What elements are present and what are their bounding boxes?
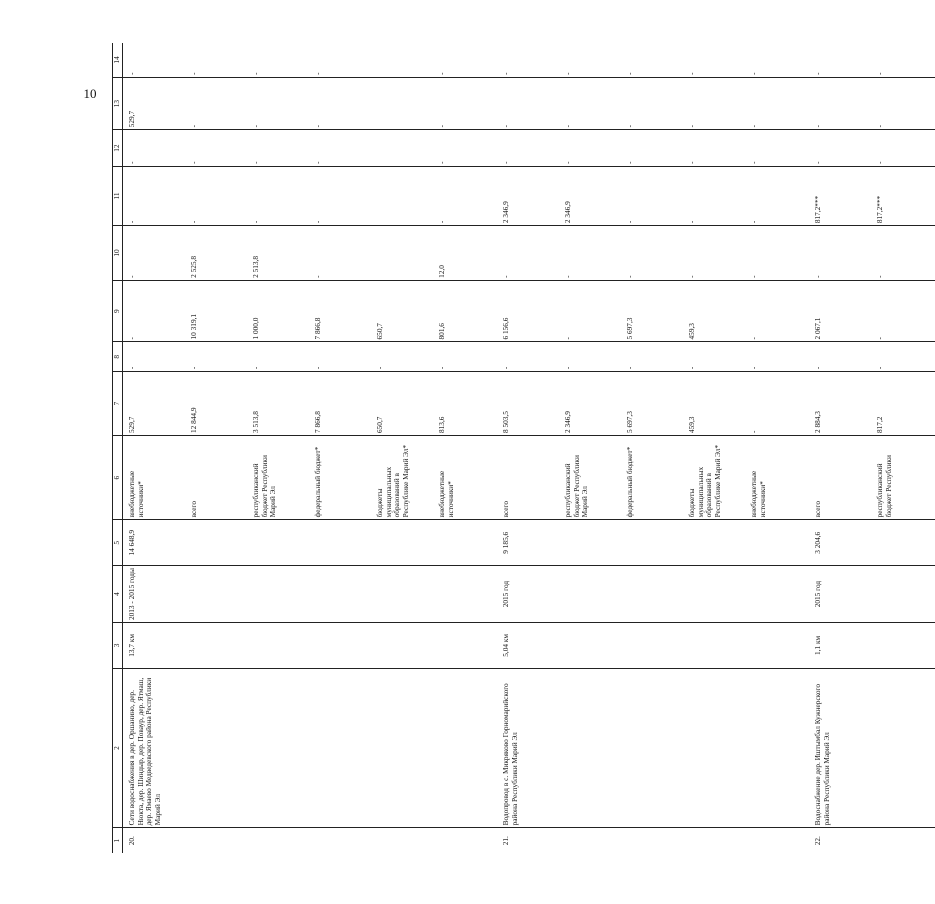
- amount-value: 817,2***: [875, 195, 884, 224]
- col-header: 2: [113, 668, 123, 828]
- amount-value: -: [437, 161, 446, 164]
- rotated-table-container: [112, 43, 893, 853]
- amount-value: -: [127, 72, 136, 75]
- amount-value: 801,6: [437, 323, 446, 340]
- amount-value: 817,2: [875, 416, 884, 433]
- amount-value: -: [625, 161, 634, 164]
- amount-value: -: [813, 161, 822, 164]
- value-cell: [123, 43, 498, 77]
- amount-value: -: [313, 275, 322, 278]
- amount-value: -: [749, 124, 758, 128]
- amount-value: -: [375, 366, 384, 370]
- amount-value: 529,7: [127, 110, 136, 128]
- funding-source-label: республиканский бюджет Республики Марий Эл: [563, 455, 590, 518]
- amount-value: -: [189, 220, 198, 224]
- amount-value: 3 513,8: [251, 411, 260, 433]
- amount-value: 5 697,3: [625, 411, 634, 433]
- amount-value: -: [313, 72, 322, 75]
- col-header: 4: [113, 566, 123, 623]
- amount-value: -: [501, 161, 510, 164]
- amount-value: -: [563, 366, 572, 370]
- amount-value: 2 346,9: [501, 201, 510, 224]
- amount-value: -: [251, 124, 260, 128]
- amount-value: 12,0: [437, 265, 446, 278]
- amount-value: 2 884,3: [813, 411, 822, 433]
- amount-value: -: [251, 366, 260, 370]
- amount-value: 813,6: [437, 416, 446, 433]
- amount-value: 2 067,1: [813, 317, 822, 340]
- col-header: 3: [113, 623, 123, 669]
- row-number: 22.: [813, 836, 822, 846]
- value-cell: [809, 43, 935, 77]
- amount-value: -: [563, 337, 572, 340]
- amount-value: 459,3: [687, 323, 696, 340]
- amount-value: -: [813, 275, 822, 278]
- page-number: 10: [83, 86, 97, 101]
- estimated-cost: 9 185,6: [497, 520, 809, 566]
- value-cell: [809, 372, 935, 436]
- amount-value: 817,2***: [813, 195, 822, 224]
- amount-value: [376, 45, 434, 75]
- amount-value: 2 346,9: [563, 411, 572, 433]
- estimated-cost: 3 204,6: [809, 520, 935, 566]
- amount-value: -: [501, 275, 510, 278]
- amount-value: -: [813, 72, 822, 75]
- amount-value: 5 697,3: [625, 317, 634, 340]
- amount-value: 1 000,0: [251, 317, 260, 340]
- value-cell: [123, 372, 498, 436]
- amount-value: -: [687, 124, 696, 128]
- amount-value: 7 866,8: [313, 317, 322, 340]
- amount-value: -: [127, 366, 136, 370]
- amount-value: -: [749, 430, 758, 433]
- amount-value: -: [625, 72, 634, 75]
- amount-value: -: [501, 366, 510, 370]
- value-cell: [497, 226, 809, 281]
- funding-source-label: внебюджетные источники*: [749, 470, 767, 518]
- amount-value: 650,7: [375, 323, 384, 340]
- amount-value: -: [813, 124, 822, 128]
- amount-value: -: [437, 72, 446, 75]
- amount-value: -: [251, 161, 260, 164]
- value-cell: [497, 130, 809, 167]
- row-number: 20.: [127, 836, 136, 846]
- amount-value: 2 525,8: [189, 255, 198, 278]
- amount-value: 459,3: [687, 416, 696, 433]
- amount-value: 650,7: [375, 416, 384, 433]
- amount-value: -: [189, 124, 198, 128]
- amount-value: -: [875, 337, 884, 340]
- col-header: 9: [113, 280, 123, 342]
- amount-value: -: [127, 275, 136, 278]
- amount-value: -: [189, 161, 198, 164]
- table-row: [123, 43, 498, 853]
- funding-source-label: республиканский бюджет Республики: [875, 455, 893, 518]
- object-name: Сети водоснабжения в дер. Оршанино, дер. Нюкта, дер. Шиндыр, дер. Поваур, дер. Ятмаш, дер. Ямаево Медведевского района Республики Марий Эл: [123, 668, 498, 828]
- funding-source-label: бюджеты муниципальных образований в Республике Марий Эл*: [687, 444, 722, 518]
- amount-value: -: [749, 337, 758, 340]
- amount-value: -: [563, 161, 572, 164]
- amount-value: 6 156,6: [501, 317, 510, 340]
- amount-value: [376, 169, 434, 223]
- funding-source-label: республиканский бюджет Республики Марий Эл: [251, 455, 278, 518]
- length: 13,7 км: [123, 623, 498, 669]
- col-header: 10: [113, 226, 123, 281]
- amount-value: -: [437, 124, 446, 128]
- amount-value: -: [749, 366, 758, 370]
- period: 2015 год: [497, 566, 809, 623]
- value-cell: [123, 280, 498, 342]
- funding-source-label: внебюджетные источники*: [127, 470, 145, 518]
- value-cell: [123, 226, 498, 281]
- value-cell: [497, 372, 809, 436]
- amount-value: -: [563, 124, 572, 128]
- estimated-cost: 14 648,9: [123, 520, 498, 566]
- value-cell: [123, 166, 498, 225]
- funding-source-label: всего: [189, 500, 198, 518]
- amount-value: -: [437, 366, 446, 370]
- table-row: [497, 43, 809, 853]
- amount-value: 529,7: [127, 416, 136, 433]
- amount-value: -: [437, 220, 446, 224]
- value-cell: [809, 342, 935, 372]
- amount-value: -: [625, 366, 634, 370]
- amount-value: -: [875, 72, 884, 75]
- col-header: 11: [113, 166, 123, 225]
- table-row: [809, 43, 935, 853]
- amount-value: -: [127, 220, 136, 224]
- funding-source-label: внебюджетные источники*: [437, 470, 455, 518]
- amount-value: -: [313, 366, 322, 370]
- funding-sources: [809, 436, 935, 520]
- amount-value: -: [687, 220, 696, 224]
- amount-value: -: [687, 275, 696, 278]
- amount-value: -: [813, 366, 822, 370]
- value-cell: [809, 130, 935, 167]
- funding-source-label: федеральный бюджет*: [625, 446, 634, 518]
- col-header: 6: [113, 436, 123, 520]
- amount-value: -: [251, 220, 260, 224]
- amount-value: -: [625, 275, 634, 278]
- row-number: 21.: [501, 836, 510, 846]
- amount-value: -: [313, 124, 322, 128]
- amount-value: -: [625, 220, 634, 224]
- col-header: 14: [113, 43, 123, 77]
- object-name: Водопровод в с. Микряково Горномарийского района Республики Марий Эл: [497, 668, 809, 828]
- value-cell: [497, 43, 809, 77]
- amount-value: -: [875, 124, 884, 128]
- amount-value: 12 844,9: [189, 407, 198, 433]
- col-header: 12: [113, 130, 123, 167]
- table-body: [123, 43, 935, 853]
- value-cell: [123, 342, 498, 372]
- amount-value: -: [875, 275, 884, 278]
- amount-value: -: [501, 124, 510, 128]
- amount-value: [376, 228, 434, 278]
- amount-value: -: [127, 337, 136, 340]
- length: 5,04 км: [497, 623, 809, 669]
- amount-value: [376, 80, 434, 127]
- funding-source-label: всего: [813, 500, 822, 518]
- amount-value: 7 866,8: [313, 411, 322, 433]
- amount-value: -: [875, 161, 884, 164]
- col-header: 7: [113, 372, 123, 436]
- amount-value: -: [563, 72, 572, 75]
- col-header: 1: [113, 828, 123, 853]
- amount-value: 10 319,1: [189, 313, 198, 340]
- object-name: Водоснабжение дер. Иштымбал Кужнерского района Республики Марий Эл: [809, 668, 935, 828]
- amount-value: -: [749, 275, 758, 278]
- funding-sources: [497, 436, 809, 520]
- amount-value: 2 346,9: [563, 201, 572, 224]
- value-cell: [809, 226, 935, 281]
- header-row: [113, 43, 123, 853]
- value-cell: [123, 77, 498, 129]
- amount-value: -: [563, 275, 572, 278]
- value-cell: [123, 130, 498, 167]
- program-table: [112, 43, 935, 853]
- amount-value: -: [501, 72, 510, 75]
- amount-value: -: [749, 72, 758, 75]
- amount-value: -: [189, 366, 198, 370]
- value-cell: [809, 280, 935, 342]
- period: 2015 год: [809, 566, 935, 623]
- col-header: 5: [113, 520, 123, 566]
- amount-value: -: [251, 72, 260, 75]
- value-cell: [497, 342, 809, 372]
- value-cell: [809, 77, 935, 129]
- value-cell: [497, 280, 809, 342]
- value-cell: [497, 77, 809, 129]
- amount-value: -: [189, 72, 198, 75]
- amount-value: [376, 132, 434, 164]
- period: 2013 - 2015 годы: [123, 566, 498, 623]
- funding-sources: [123, 436, 498, 520]
- amount-value: -: [313, 220, 322, 224]
- funding-source-label: всего: [501, 500, 510, 518]
- amount-value: -: [875, 366, 884, 370]
- amount-value: -: [313, 161, 322, 164]
- amount-value: 8 503,5: [501, 411, 510, 433]
- col-header: 13: [113, 77, 123, 129]
- funding-source-label: федеральный бюджет*: [313, 446, 322, 518]
- amount-value: -: [127, 161, 136, 164]
- funding-source-label: бюджеты муниципальных образований в Республике Марий Эл*: [375, 444, 410, 518]
- length: 1,1 км: [809, 623, 935, 669]
- amount-value: -: [625, 124, 634, 128]
- amount-value: 2 513,8: [251, 255, 260, 278]
- value-cell: [497, 166, 809, 225]
- amount-value: -: [687, 366, 696, 370]
- amount-value: -: [687, 161, 696, 164]
- amount-value: -: [749, 161, 758, 164]
- col-header: 8: [113, 342, 123, 372]
- amount-value: -: [687, 72, 696, 75]
- amount-value: -: [749, 220, 758, 224]
- value-cell: [809, 166, 935, 225]
